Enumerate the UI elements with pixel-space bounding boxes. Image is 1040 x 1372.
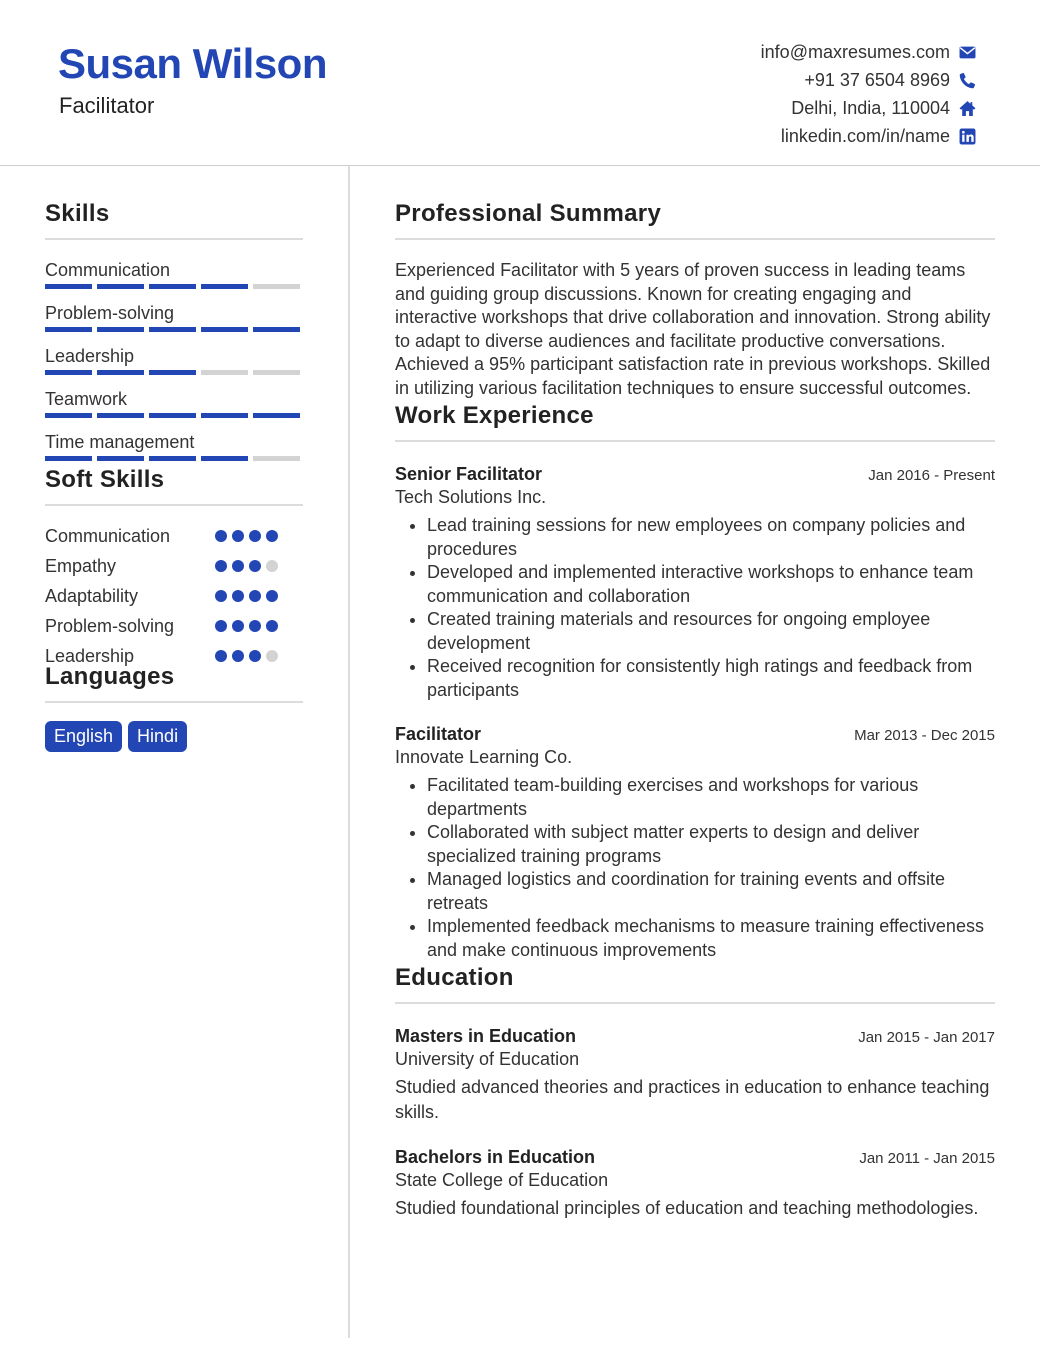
skill-level-segment: [149, 327, 196, 332]
degree-title: Bachelors in Education: [395, 1147, 596, 1167]
skill-level-segment: [253, 370, 300, 375]
education-description: Studied foundational principles of education and teaching methodologies.: [395, 1198, 979, 1218]
job-title: Senior Facilitator: [395, 464, 543, 484]
job-bullet: • Created training materials and resources for ongoing employee development: [427, 608, 995, 655]
job-company: Tech Solutions Inc.: [395, 487, 547, 507]
rating-dot: [232, 650, 244, 662]
phone-icon: [958, 71, 976, 89]
skill-level-bar: [45, 369, 303, 387]
rating-dot: [232, 620, 244, 632]
soft-skills-list: [45, 521, 303, 671]
education-entry: [395, 1147, 995, 1221]
rating-dot: [215, 590, 227, 602]
education-list: [395, 1026, 995, 1221]
skill-level-segment: [97, 327, 144, 332]
soft-skill-name: Adaptability: [45, 585, 139, 606]
job-title: Facilitator: [395, 724, 482, 744]
rating-dot: [266, 650, 278, 662]
column-divider: [348, 166, 350, 1338]
skill-level-segment: [45, 456, 92, 461]
skill-level-segment: [97, 456, 144, 461]
candidate-name: Susan Wilson: [58, 40, 327, 87]
soft-skill-name: Communication: [45, 525, 171, 546]
rating-dot: [249, 530, 261, 542]
contact-phone-text: +91 37 6504 8969: [804, 69, 950, 90]
languages-heading: Languages: [45, 663, 303, 703]
rating-dot: [266, 590, 278, 602]
soft-skill-name: Leadership: [45, 645, 135, 666]
education-header: [395, 1026, 995, 1047]
skill-name: Leadership: [45, 346, 135, 366]
language-badge: English: [45, 721, 122, 752]
school-name: State College of Education: [395, 1170, 609, 1190]
education-entry: [395, 1026, 995, 1125]
rating-dot: [232, 530, 244, 542]
contact-email-text: info@maxresumes.com: [760, 41, 950, 62]
degree-title: Masters in Education: [395, 1026, 577, 1046]
rating-dot: [249, 590, 261, 602]
job-entry: [395, 464, 995, 702]
skill-level-segment: [253, 327, 300, 332]
skill-level-segment: [149, 370, 196, 375]
skill-item: [45, 258, 303, 301]
soft-skill-rating: [215, 590, 278, 602]
skills-list: [45, 258, 303, 473]
contact-linkedin-text: linkedin.com/in/name: [780, 125, 950, 146]
rating-dot: [249, 560, 261, 572]
soft-skills-heading: Soft Skills: [45, 466, 303, 506]
home-icon: [958, 99, 976, 117]
soft-skill-name: Empathy: [45, 555, 117, 576]
school-name: University of Education: [395, 1049, 580, 1069]
skill-name: Communication: [45, 260, 171, 280]
skill-level-segment: [97, 284, 144, 289]
skill-item: [45, 344, 303, 387]
skill-name: Teamwork: [45, 389, 128, 409]
soft-skill-name: Problem-solving: [45, 615, 175, 636]
rating-dot: [232, 590, 244, 602]
rating-dot: [266, 560, 278, 572]
education-dates: Jan 2015 - Jan 2017: [858, 1029, 995, 1046]
skill-item: [45, 301, 303, 344]
job-dates: Mar 2013 - Dec 2015: [854, 727, 995, 744]
skill-level-segment: [149, 456, 196, 461]
skill-level-segment: [45, 370, 92, 375]
contact-linkedin[interactable]: [761, 122, 976, 150]
job-bullets: [427, 774, 995, 962]
skill-level-segment: [149, 284, 196, 289]
rating-dot: [215, 620, 227, 632]
job-bullet: • Collaborated with subject matter experts to design and deliver specialized training programs: [427, 821, 995, 868]
rating-dot: [232, 560, 244, 572]
education-description: Studied advanced theories and practices in education to enhance teaching skills.: [395, 1077, 990, 1122]
skills-heading: Skills: [45, 200, 303, 240]
skill-item: [45, 387, 303, 430]
soft-skill-item: [45, 521, 303, 551]
soft-skill-item: [45, 581, 303, 611]
language-badge: Hindi: [128, 721, 187, 752]
soft-skill-item: [45, 611, 303, 641]
job-bullet: • Developed and implemented interactive workshops to enhance team communication and collaboration: [427, 561, 995, 608]
rating-dot: [215, 560, 227, 572]
skill-name: Problem-solving: [45, 303, 175, 323]
skill-name: Time management: [45, 432, 195, 452]
soft-skill-rating: [215, 620, 278, 632]
rating-dot: [266, 530, 278, 542]
contact-address: [761, 94, 976, 122]
rating-dot: [215, 530, 227, 542]
job-bullet: • Facilitated team-building exercises and workshops for various departments: [427, 774, 995, 821]
resume-header: [0, 0, 1040, 166]
skill-level-segment: [253, 456, 300, 461]
rating-dot: [266, 620, 278, 632]
skill-level-segment: [253, 413, 300, 418]
experience-heading: Work Experience: [395, 402, 995, 442]
education-dates: Jan 2011 - Jan 2015: [859, 1150, 995, 1167]
summary-text: Experienced Facilitator with 5 years of proven success in leading teams and guiding group discussions. Known for creating engaging and interactive workshops that drive collaboration and innovation. Strong ability to adapt to diverse audiences and facilitate productive conversations. Achieved a 95% participant satisfaction rate in previous workshops. Skilled in utilizing various facilitation techniques to ensure successful outcomes.: [395, 260, 991, 398]
right-column: [395, 200, 995, 1221]
job-bullet: • Lead training sessions for new employees on company policies and procedures: [427, 514, 995, 561]
rating-dot: [249, 620, 261, 632]
soft-skill-rating: [215, 560, 278, 572]
job-bullet: • Implemented feedback mechanisms to measure training effectiveness and make continuous improvements: [427, 915, 995, 962]
skill-level-bar: [45, 412, 303, 430]
job-header: [395, 464, 995, 485]
skill-level-segment: [45, 284, 92, 289]
job-bullet: • Received recognition for consistently high ratings and feedback from participants: [427, 655, 995, 702]
job-header: [395, 724, 995, 745]
contact-phone[interactable]: [761, 66, 976, 94]
education-header: [395, 1147, 995, 1168]
job-dates: Jan 2016 - Present: [868, 467, 995, 484]
skill-level-segment: [201, 284, 248, 289]
linkedin-icon: [958, 127, 976, 145]
soft-skill-rating: [215, 530, 278, 542]
summary-heading: Professional Summary: [395, 200, 995, 240]
contact-email[interactable]: [761, 38, 976, 66]
rating-dot: [249, 650, 261, 662]
contact-block: [761, 38, 976, 150]
soft-skill-item: [45, 551, 303, 581]
skill-level-segment: [253, 284, 300, 289]
envelope-icon: [958, 43, 976, 61]
education-heading: Education: [395, 964, 995, 1004]
job-bullet: • Managed logistics and coordination for training events and offsite retreats: [427, 868, 995, 915]
skill-level-bar: [45, 283, 303, 301]
skill-level-segment: [201, 370, 248, 375]
languages-list: [45, 721, 303, 752]
skill-level-segment: [149, 413, 196, 418]
left-column: [45, 200, 303, 752]
skill-level-segment: [201, 413, 248, 418]
candidate-title: Facilitator: [59, 93, 155, 118]
skill-level-segment: [97, 370, 144, 375]
contact-address-text: Delhi, India, 110004: [791, 97, 950, 118]
rating-dot: [215, 650, 227, 662]
skill-level-segment: [97, 413, 144, 418]
job-company: Innovate Learning Co.: [395, 747, 573, 767]
soft-skill-rating: [215, 650, 278, 662]
skill-level-segment: [45, 413, 92, 418]
skill-level-segment: [45, 327, 92, 332]
skill-level-segment: [201, 327, 248, 332]
jobs-list: [395, 464, 995, 962]
job-entry: [395, 724, 995, 962]
skill-level-segment: [201, 456, 248, 461]
job-bullets: [427, 514, 995, 702]
skill-level-bar: [45, 326, 303, 344]
